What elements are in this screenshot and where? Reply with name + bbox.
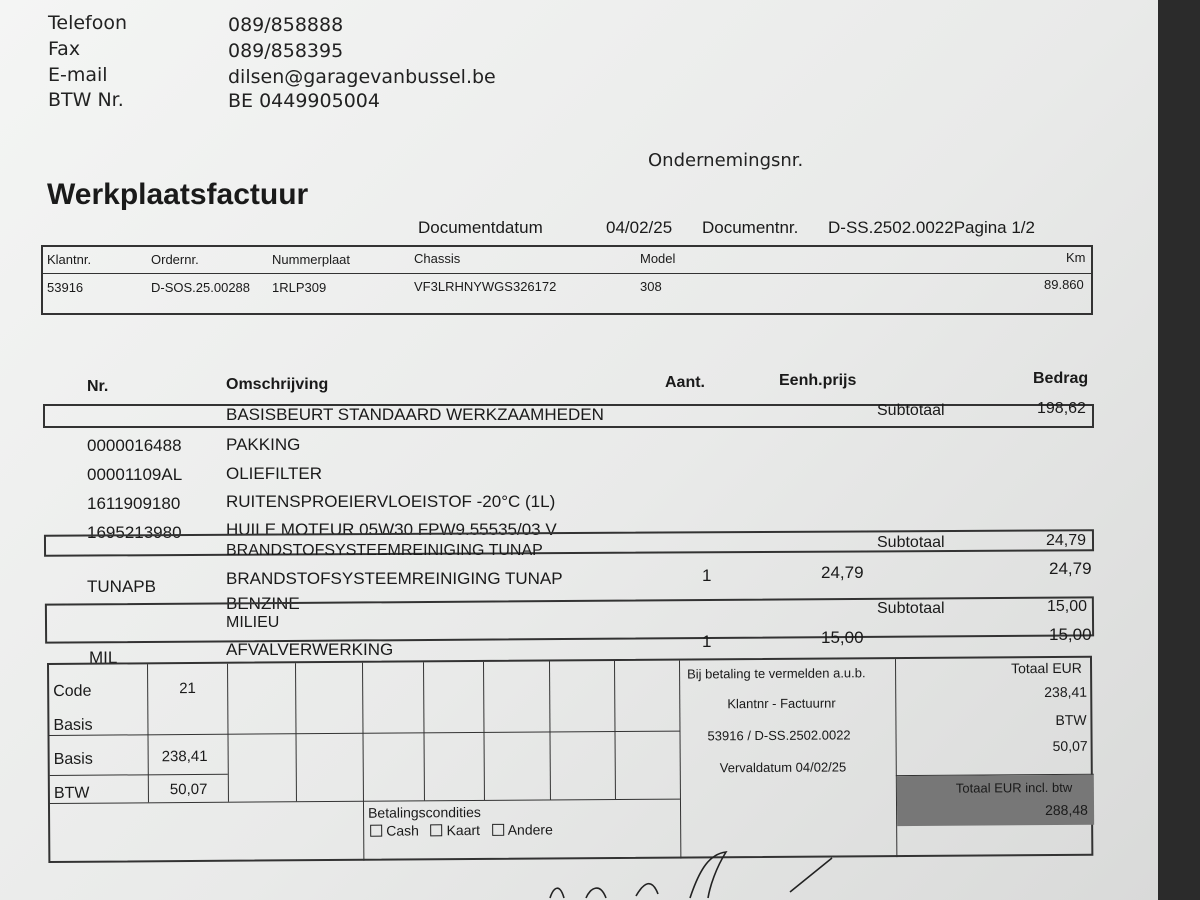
customer-no: 53916 bbox=[47, 280, 84, 295]
plate: 1RLP309 bbox=[272, 280, 327, 295]
vat-code: 21 bbox=[179, 679, 196, 698]
column-nr: Nr. bbox=[87, 378, 109, 395]
chassis: VF3LRHNYWGS326172 bbox=[414, 279, 557, 294]
total-value: 238,41 bbox=[1044, 683, 1088, 701]
km: 89.860 bbox=[1044, 277, 1084, 292]
header-km: Km bbox=[1066, 250, 1086, 265]
header-plate: Nummerplaat bbox=[272, 252, 351, 267]
column-unit-price: Eenh.prijs bbox=[779, 372, 857, 389]
payment-reference: 53916 / D-SS.2502.0022 bbox=[707, 727, 851, 744]
column-amount: Bedrag bbox=[1033, 370, 1089, 387]
card-label: Kaart bbox=[446, 821, 481, 839]
card-checkbox[interactable] bbox=[430, 824, 442, 836]
company-number-label: Ondernemingsnr. bbox=[648, 150, 804, 171]
total-label: Totaal EUR bbox=[1011, 659, 1082, 677]
total-incl-value: 288,48 bbox=[1044, 801, 1088, 819]
email-value: dilsen@garagevanbussel.be bbox=[228, 66, 496, 88]
doc-date: 04/02/25 bbox=[606, 218, 673, 237]
line-nr: 1695213980 bbox=[87, 523, 182, 542]
other-checkbox[interactable] bbox=[492, 824, 504, 836]
cash-label: Cash bbox=[386, 822, 419, 839]
group-title: BASISBEURT STANDAARD WERKZAAMHEDEN bbox=[226, 405, 604, 424]
line-desc: RUITENSPROEIERVLOEISTOF -20°C (1L) bbox=[226, 492, 556, 511]
subtotal-value: 24,79 bbox=[1046, 532, 1087, 549]
subtotal-value: 15,00 bbox=[1047, 598, 1088, 615]
summary-box bbox=[47, 656, 1093, 863]
vat-basis-label: Basis bbox=[53, 750, 93, 768]
header-order-no: Ordernr. bbox=[151, 252, 199, 267]
vat-value: BE 0449905004 bbox=[228, 90, 380, 112]
fax-value: 089/858395 bbox=[228, 40, 344, 62]
due-date: Vervaldatum 04/02/25 bbox=[719, 759, 847, 776]
line-unit-price: 24,79 bbox=[821, 563, 864, 582]
column-description: Omschrijving bbox=[226, 376, 329, 393]
model: 308 bbox=[640, 279, 662, 294]
total-btw: 50,07 bbox=[1052, 737, 1088, 754]
vat-label: BTW Nr. bbox=[48, 89, 124, 111]
column-qty: Aant. bbox=[665, 374, 705, 391]
line-nr: 00001109AL bbox=[87, 465, 183, 484]
phone-value: 089/858888 bbox=[228, 14, 344, 36]
doc-number-label: Documentnr. bbox=[702, 218, 799, 237]
line-desc: AFVALVERWERKING bbox=[226, 640, 394, 659]
vat-basis-label: Basis bbox=[53, 716, 93, 734]
vat-btw: 50,07 bbox=[169, 780, 208, 799]
line-desc-continued: BENZINE bbox=[226, 594, 300, 613]
subtotal-label: Subtotaal bbox=[877, 402, 945, 419]
total-incl-label: Totaal EUR incl. btw bbox=[955, 779, 1073, 796]
payment-options bbox=[370, 821, 553, 838]
line-amount: 24,79 bbox=[1049, 559, 1092, 578]
subtotal-label: Subtotaal bbox=[877, 600, 945, 617]
phone-label: Telefoon bbox=[48, 12, 128, 34]
payment-conditions-label: Betalingscondities bbox=[367, 803, 481, 821]
fax-label: Fax bbox=[48, 38, 81, 60]
document-title: Werkplaatsfactuur bbox=[47, 178, 309, 211]
group-title: BRANDSTOFSYSTEEMREINIGING TUNAP bbox=[226, 542, 543, 559]
payment-reference-format: Klantnr - Factuurnr bbox=[727, 695, 836, 712]
vehicle-header-divider bbox=[41, 273, 1093, 274]
vat-btw-label: BTW bbox=[53, 784, 90, 802]
vat-code-label: Code bbox=[53, 682, 92, 700]
email-label: E-mail bbox=[48, 64, 108, 86]
line-nr: MIL bbox=[89, 648, 118, 667]
signature-scribble bbox=[540, 848, 860, 900]
line-nr: 1611909180 bbox=[87, 494, 181, 513]
order-no: D-SOS.25.00288 bbox=[151, 280, 251, 295]
total-btw-label: BTW bbox=[1055, 711, 1087, 728]
payment-reference-note: Bij betaling te vermelden a.u.b. bbox=[687, 665, 866, 682]
cash-checkbox[interactable] bbox=[370, 825, 382, 837]
group-title: MILIEU bbox=[226, 614, 280, 631]
other-label: Andere bbox=[507, 821, 553, 838]
header-model: Model bbox=[640, 251, 676, 266]
vat-basis: 238,41 bbox=[161, 747, 208, 766]
line-nr: TUNAPB bbox=[87, 577, 156, 596]
line-desc: HUILE MOTEUR 05W30 FPW9.55535/03 V bbox=[226, 520, 557, 539]
header-chassis: Chassis bbox=[414, 251, 461, 266]
doc-number: D-SS.2502.0022Pagina 1/2 bbox=[828, 218, 1035, 237]
line-amount: 15,00 bbox=[1049, 625, 1092, 644]
line-desc: PAKKING bbox=[226, 435, 301, 454]
doc-date-label: Documentdatum bbox=[418, 218, 543, 237]
line-desc: BRANDSTOFSYSTEEMREINIGING TUNAP bbox=[226, 569, 563, 588]
subtotal-label: Subtotaal bbox=[877, 534, 945, 551]
line-desc: OLIEFILTER bbox=[226, 464, 323, 483]
line-unit-price: 15,00 bbox=[821, 628, 864, 647]
subtotal-value: 198,62 bbox=[1037, 400, 1086, 417]
line-qty: 1 bbox=[702, 566, 712, 585]
line-qty: 1 bbox=[702, 632, 712, 651]
line-nr: 0000016488 bbox=[87, 436, 182, 455]
header-customer-no: Klantnr. bbox=[47, 252, 92, 267]
